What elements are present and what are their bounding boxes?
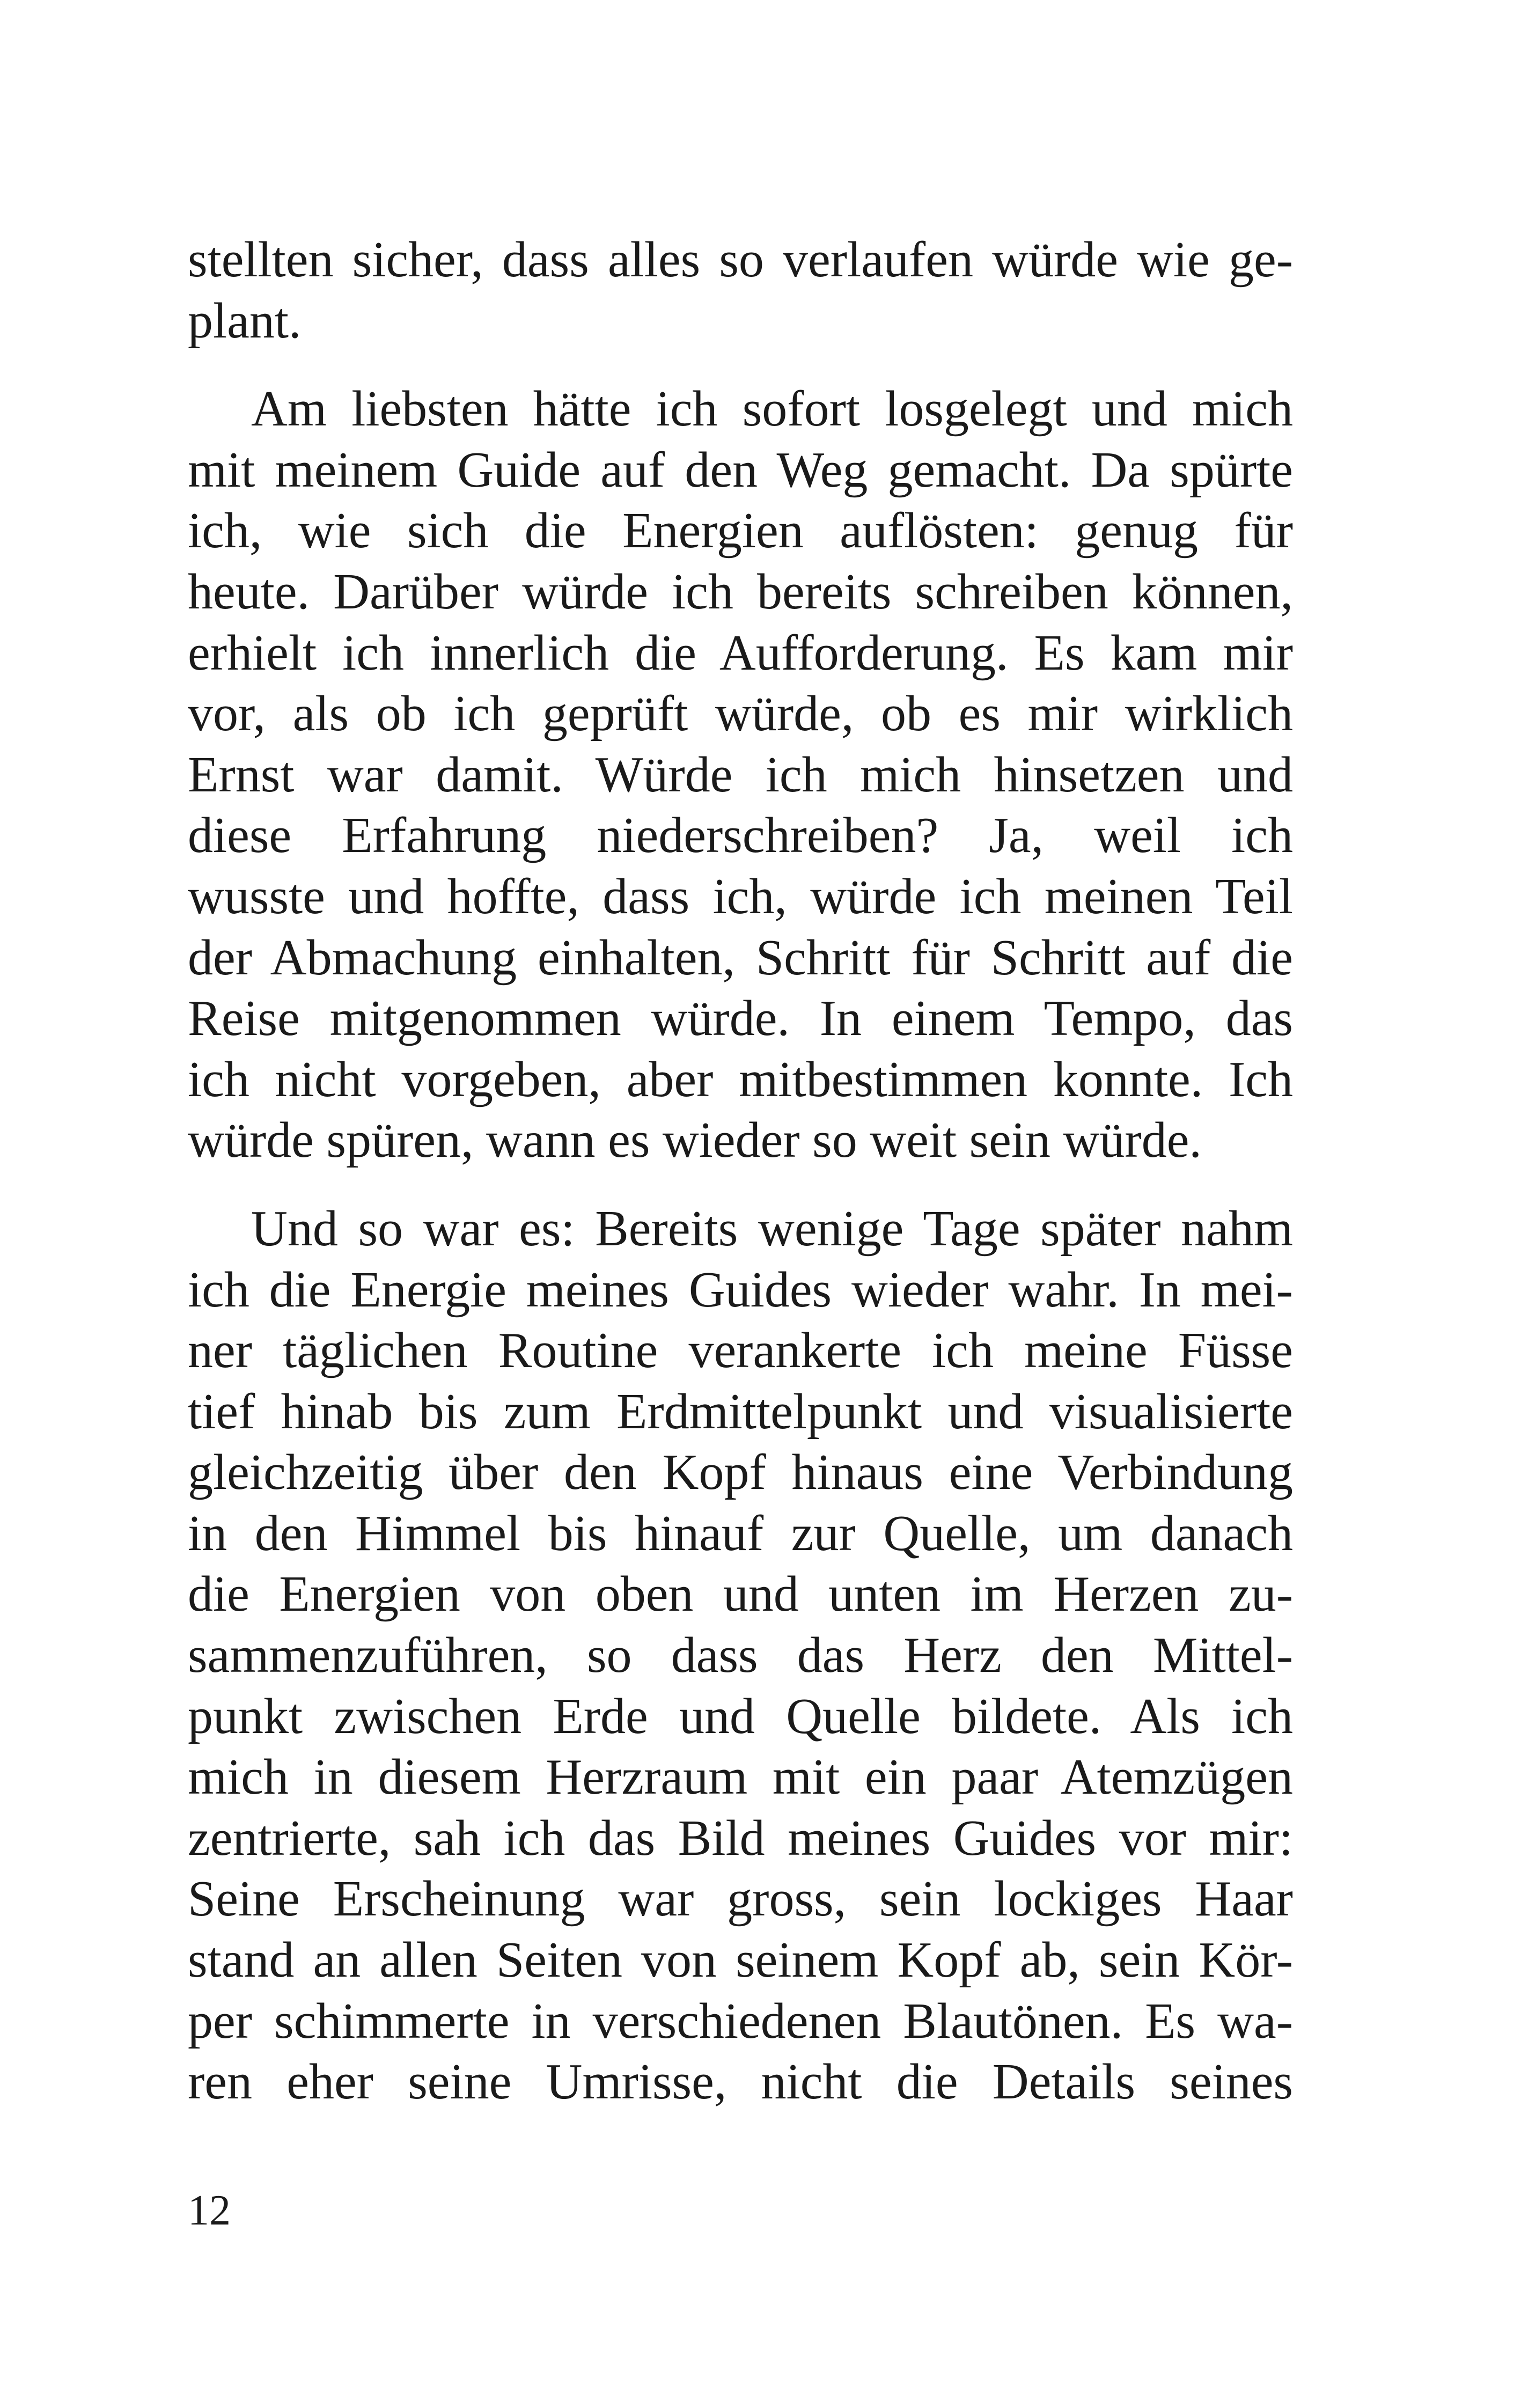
text-line: ren eher seine Umrisse, nicht die Details seines [188, 2054, 1293, 2110]
text-line: tief hinab bis zum Erdmittelpunkt und visualisierte [188, 1383, 1293, 1440]
text-line: diese Erfahrung niederschreiben? Ja, weil ich [188, 807, 1293, 864]
text-line: zentrierte, sah ich das Bild meines Guides vor mir: [188, 1810, 1293, 1866]
text-line: stellten sicher, dass alles so verlaufen würde wie ge- [188, 232, 1293, 288]
text-line: mich in diesem Herzraum mit ein paar Atemzügen [188, 1749, 1293, 1805]
text-line: ich die Energie meines Guides wieder wahr. In mei- [188, 1261, 1293, 1318]
paragraph-2 [188, 379, 1293, 1171]
text-line: Und so war es: Bereits wenige Tage später nahm [251, 1200, 1293, 1257]
body-text [188, 230, 1293, 2140]
text-line: per schimmerte in verschiedenen Blautönen. Es wa- [188, 1993, 1293, 2049]
text-line: die Energien von oben und unten im Herzen zu- [188, 1566, 1293, 1623]
text-line: ner täglichen Routine verankerte ich meine Füsse [188, 1323, 1293, 1379]
text-line: Seine Erscheinung war gross, sein lockiges Haar [188, 1871, 1293, 1927]
text-line: plant. [188, 292, 302, 349]
text-line: punkt zwischen Erde und Quelle bildete. Als ich [188, 1688, 1293, 1744]
text-line: wusste und hoffte, dass ich, würde ich meinen Teil [188, 868, 1293, 924]
page-number: 12 [188, 2187, 231, 2234]
text-line: würde spüren, wann es wieder so weit sein würde. [188, 1112, 1202, 1169]
text-line: sammenzuführen, so dass das Herz den Mittel- [188, 1627, 1293, 1684]
text-line: erhielt ich innerlich die Aufforderung. Es kam mir [188, 625, 1293, 681]
text-line: Reise mitgenommen würde. In einem Tempo, das [188, 990, 1293, 1047]
paragraph-3 [188, 1199, 1293, 2113]
text-line: Ernst war damit. Würde ich mich hinsetzen und [188, 746, 1293, 803]
text-line: mit meinem Guide auf den Weg gemacht. Da spürte [188, 442, 1293, 498]
text-line: ich nicht vorgeben, aber mitbestimmen konnte. Ich [188, 1051, 1293, 1107]
text-line: der Abmachung einhalten, Schritt für Schritt auf die [188, 929, 1293, 986]
text-line: Am liebsten hätte ich sofort losgelegt und mich [251, 381, 1293, 437]
text-line: ich, wie sich die Energien auflösten: genug für [188, 503, 1293, 559]
paragraph-1 [188, 230, 1293, 351]
text-line: stand an allen Seiten von seinem Kopf ab, sein Kör- [188, 1932, 1293, 1988]
text-line: heute. Darüber würde ich bereits schreiben können, [188, 563, 1293, 620]
text-line: vor, als ob ich geprüft würde, ob es mir wirklich [188, 686, 1293, 742]
text-line: in den Himmel bis hinauf zur Quelle, um danach [188, 1505, 1293, 1561]
text-line: gleichzeitig über den Kopf hinaus eine Verbindung [188, 1444, 1293, 1501]
